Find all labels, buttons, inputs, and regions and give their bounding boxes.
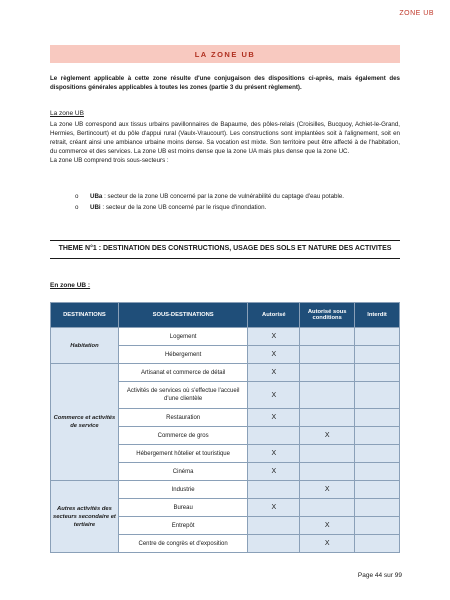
conditions-cell: X bbox=[300, 535, 355, 553]
conditions-cell bbox=[300, 463, 355, 481]
conditions-cell bbox=[300, 499, 355, 517]
zone-description bbox=[50, 120, 400, 165]
page-number: Page 44 sur 99 bbox=[357, 572, 402, 579]
sub-destination-cell: Hébergement bbox=[118, 346, 248, 364]
sub-destination-cell: Artisanat et commerce de détail bbox=[118, 364, 248, 382]
subzone-code: UBi bbox=[90, 204, 101, 211]
conditions-cell bbox=[300, 382, 355, 409]
destination-cell: Commerce et activités de service bbox=[51, 364, 119, 481]
sub-destination-cell: Cinéma bbox=[118, 463, 248, 481]
autorise-cell: X bbox=[248, 328, 300, 346]
zone-heading: La zone UB bbox=[50, 110, 84, 117]
sub-destination-cell: Restauration bbox=[118, 409, 248, 427]
subzone-item bbox=[50, 192, 400, 201]
header-interdit: Interdit bbox=[355, 303, 400, 328]
destinations-table bbox=[50, 302, 400, 553]
interdit-cell bbox=[355, 481, 400, 499]
sub-destination-cell: Industrie bbox=[118, 481, 248, 499]
subzone-text: : secteur de la zone UB concerné par la zone de vulnérabilité du captage d'eau potable. bbox=[102, 193, 345, 200]
autorise-cell: X bbox=[248, 499, 300, 517]
interdit-cell bbox=[355, 346, 400, 364]
subzone-code: UBa bbox=[90, 193, 103, 200]
conditions-cell bbox=[300, 328, 355, 346]
autorise-cell bbox=[248, 517, 300, 535]
table-heading: En zone UB : bbox=[50, 282, 91, 289]
destination-cell: Autres activités des secteurs secondaire et tertiaire bbox=[51, 481, 119, 553]
conditions-cell: X bbox=[300, 481, 355, 499]
header-tag: ZONE UB bbox=[399, 10, 434, 17]
autorise-cell: X bbox=[248, 382, 300, 409]
interdit-cell bbox=[355, 517, 400, 535]
zone-description-text: La zone UB correspond aux tissus urbains pavillonnaires de Bapaume, des pôles-relais (Croisilles, Bucquoy, Achiet-le-Grand, Hermies, Bertincourt) et du pôle d'appui rural (Vaulx-Vraucourt). Les constructions sont implantées soit à l'alignement, soit en retrait, créant ainsi une ambiance urbaine moins dense. Sa vocation est mixte. Son territoire peut être affecté à de l'habitation, du commerce et des services. La zone UB est moins dense que la zone UA mais plus dense que la zone UC. bbox=[50, 121, 400, 155]
zone-banner bbox=[50, 45, 400, 63]
autorise-cell: X bbox=[248, 409, 300, 427]
subzones-intro: La zone UB comprend trois sous-secteurs : bbox=[50, 157, 169, 164]
sub-destination-cell: Commerce de gros bbox=[118, 427, 248, 445]
sub-destination-cell: Logement bbox=[118, 328, 248, 346]
interdit-cell bbox=[355, 463, 400, 481]
theme-title: THEME N°1 : DESTINATION DES CONSTRUCTIONS, USAGE DES SOLS ET NATURE DES ACTIVITES bbox=[50, 240, 400, 259]
header-destinations: DESTINATIONS bbox=[51, 303, 119, 328]
conditions-cell: X bbox=[300, 517, 355, 535]
autorise-cell bbox=[248, 427, 300, 445]
header-autorise: Autorisé bbox=[248, 303, 300, 328]
interdit-cell bbox=[355, 535, 400, 553]
subzone-list bbox=[50, 192, 400, 214]
banner-title: LA ZONE UB bbox=[194, 49, 256, 59]
header-sous-destinations: SOUS-DESTINATIONS bbox=[118, 303, 248, 328]
table-header-row bbox=[51, 303, 400, 328]
conditions-cell bbox=[300, 364, 355, 382]
sub-destination-cell: Centre de congrès et d'exposition bbox=[118, 535, 248, 553]
table-row bbox=[51, 328, 400, 346]
autorise-cell: X bbox=[248, 445, 300, 463]
interdit-cell bbox=[355, 409, 400, 427]
table-row bbox=[51, 364, 400, 382]
autorise-cell: X bbox=[248, 346, 300, 364]
interdit-cell bbox=[355, 445, 400, 463]
subzone-text: : secteur de la zone UB concerné par le risque d'inondation. bbox=[100, 204, 267, 211]
interdit-cell bbox=[355, 328, 400, 346]
header-autorise-sous-conditions: Autorisé sous conditions bbox=[300, 303, 355, 328]
conditions-cell bbox=[300, 445, 355, 463]
autorise-cell bbox=[248, 535, 300, 553]
conditions-cell bbox=[300, 346, 355, 364]
autorise-cell bbox=[248, 481, 300, 499]
table-row bbox=[51, 481, 400, 499]
sub-destination-cell: Bureau bbox=[118, 499, 248, 517]
interdit-cell bbox=[355, 499, 400, 517]
interdit-cell bbox=[355, 427, 400, 445]
autorise-cell: X bbox=[248, 364, 300, 382]
intro-paragraph: Le règlement applicable à cette zone résulte d'une conjugaison des dispositions ci-après, mais également des dispositions générales applicables à toutes les zones (partie 3 du présent règlement). bbox=[50, 75, 400, 91]
autorise-cell: X bbox=[248, 463, 300, 481]
sub-destination-cell: Entrepôt bbox=[118, 517, 248, 535]
sub-destination-cell: Hébergement hôtelier et touristique bbox=[118, 445, 248, 463]
subzone-item bbox=[50, 203, 400, 212]
interdit-cell bbox=[355, 364, 400, 382]
destination-cell: Habitation bbox=[51, 328, 119, 364]
conditions-cell bbox=[300, 409, 355, 427]
bullet-marker: o bbox=[75, 204, 79, 211]
interdit-cell bbox=[355, 382, 400, 409]
bullet-marker: o bbox=[75, 193, 79, 200]
sub-destination-cell: Activités de services où s'effectue l'accueil d'une clientèle bbox=[118, 382, 248, 409]
conditions-cell: X bbox=[300, 427, 355, 445]
